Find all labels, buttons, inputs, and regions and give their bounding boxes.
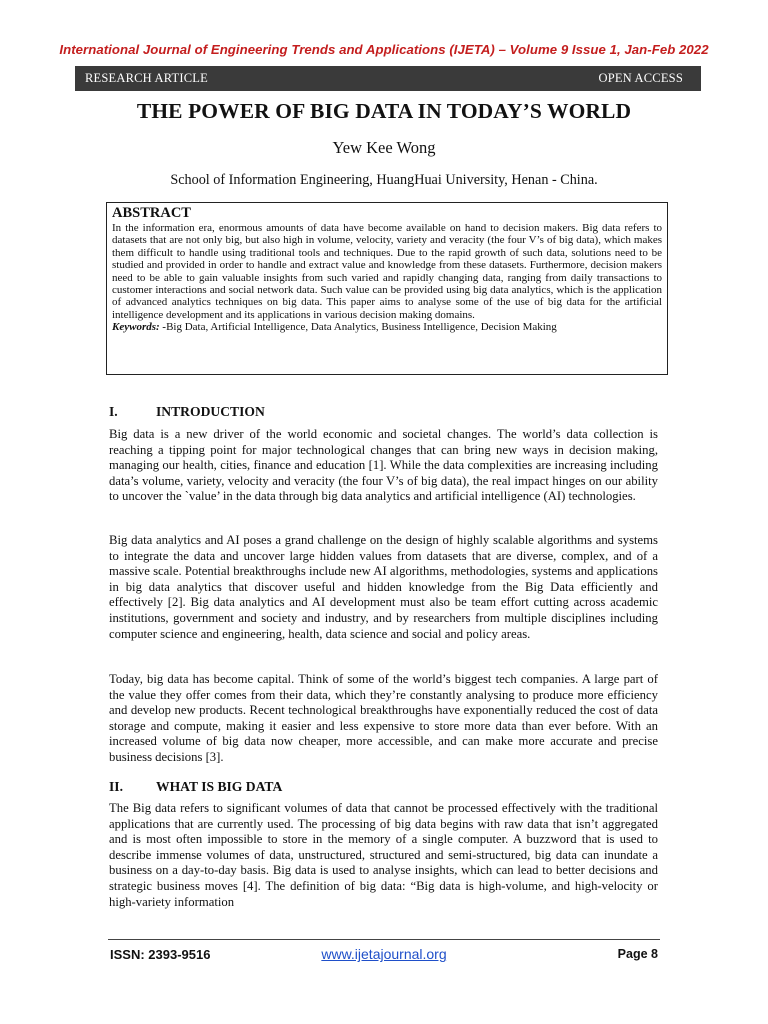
intro-paragraph-2: Big data analytics and AI poses a grand challenge on the design of highly scalable algorithms and systems to integrate the data and uncover large hidden values from datasets that are diverse, complex, and of a massive scale. Potential breakthroughs include new AI algorithms, methodologies, systems and applications in big data analytics that discover useful and hidden knowledge from the Big Data efficiently and effectively [2]. Big data analytics and AI development must also be team effort cutting across academic institutions, government and society and industry, and by researchers from multiple disciplines including computer science and engineering, health, data science and social and policy areas. bbox=[109, 533, 658, 641]
footer-divider bbox=[108, 939, 660, 940]
issn-label: ISSN: 2393-9516 bbox=[110, 946, 211, 962]
page-footer bbox=[110, 946, 658, 962]
section-title: INTRODUCTION bbox=[156, 404, 265, 419]
keywords-label: Keywords: - bbox=[112, 321, 167, 334]
abstract-text: In the information era, enormous amounts of data have become available on hand to decision makers. Big data refers to datasets that are not only big, but also high in volume, velocity, variety and veracity (the four V’s of big data), which makes them difficult to handle using traditional tools and techniques. Due to the rapid growth of such data, solutions need to be studied and provided in order to handle and extract value and knowledge from these datasets. Furthermore, decision makers need to be able to gain valuable insights from such varied and rapidly changing data, ranging from daily transactions to customer interactions and social network data. Such value can be provided using big data analytics, which is the application of advanced analytics techniques on big data. This paper aims to analyse some of the use of big data for the artificial intelligence development and its applications in various decision making domains. bbox=[112, 222, 662, 321]
author-affiliation: School of Information Engineering, HuangHuai University, Henan - China. bbox=[170, 172, 598, 188]
section-heading-what-is-big-data bbox=[109, 779, 282, 795]
paper-title: THE POWER OF BIG DATA IN TODAY’S WORLD bbox=[136, 99, 632, 123]
keywords-list: Big Data, Artificial Intelligence, Data Analytics, Business Intelligence, Decision Making bbox=[166, 321, 557, 334]
intro-paragraph-1: Big data is a new driver of the world economic and societal changes. The world’s data collection is reaching a tipping point for major technological changes that can bring new ways in decision making, managing our health, cities, finance and education [1]. While the data complexities are increasing including data’s volume, variety, velocity and veracity (the four V’s of big data), the real impact hinges on our ability to uncover the `value’ in the data through big data analytics and artificial intelligence (AI) technologies. bbox=[109, 427, 658, 504]
article-type-label: RESEARCH ARTICLE bbox=[85, 71, 208, 85]
abstract-heading: ABSTRACT bbox=[112, 205, 191, 221]
journal-website-link[interactable]: www.ijetajournal.org bbox=[321, 946, 447, 962]
section-number: II. bbox=[109, 779, 123, 794]
big-data-paragraph-1: The Big data refers to significant volumes of data that cannot be processed effectively with the traditional applications that are currently used. The processing of big data begins with raw data that isn’t aggregated and is most often impossible to store in the memory of a single computer. A buzzword that is used to describe immense volumes of data, unstructured, structured and semi-structured, big data can inundate a business on a day-to-day basis. Big data is used to analyse insights, which can lead to better decisions and strategic business moves [4]. The definition of big data: “Big data is high-volume, and high-velocity or high-variety information bbox=[109, 801, 658, 909]
open-access-label: OPEN ACCESS bbox=[598, 71, 683, 85]
article-type-bar bbox=[75, 66, 701, 91]
journal-header: International Journal of Engineering Trends and Applications (IJETA) – Volume 9 Issue 1, Jan-Feb 2022 bbox=[59, 42, 709, 57]
section-heading-introduction bbox=[109, 404, 265, 420]
author-name: Yew Kee Wong bbox=[332, 138, 436, 157]
section-title: WHAT IS BIG DATA bbox=[156, 779, 283, 794]
keywords-line bbox=[112, 321, 662, 333]
abstract-box bbox=[106, 202, 668, 375]
section-number: I. bbox=[109, 404, 118, 419]
page-number: Page 8 bbox=[617, 947, 658, 961]
intro-paragraph-3: Today, big data has become capital. Think of some of the world’s biggest tech companies. A large part of the value they offer comes from their data, which they’re constantly analysing to produce more efficiency and develop new products. Recent technological breakthroughs have exponentially reduced the cost of data storage and compute, making it easier and less expensive to store more data than ever before. With an increased volume of big data now cheaper, more accessible, and can make more accurate and precise business decisions [3]. bbox=[109, 672, 658, 764]
